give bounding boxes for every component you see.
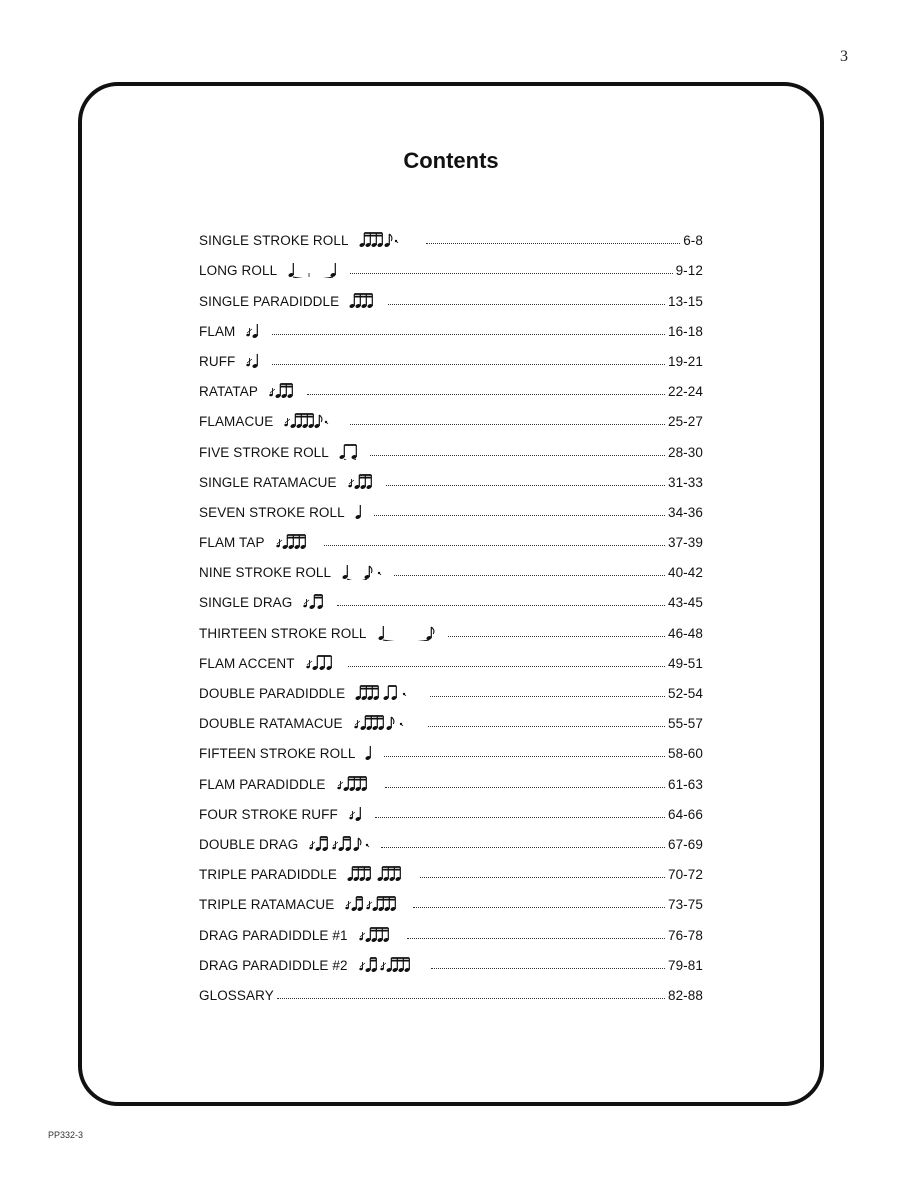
toc-entry-label: TRIPLE RATAMACUE: [199, 897, 335, 913]
toc-entry: [199, 701, 703, 731]
toc-entry-pages: 70-72: [667, 867, 703, 883]
notation-sixteenths-double-icon: [347, 864, 411, 882]
toc-entry-label: RATATAP: [199, 384, 258, 400]
toc-entry-label: THIRTEEN STROKE ROLL: [199, 625, 367, 641]
dot-leader: [448, 635, 665, 637]
notation-single-note-icon: [365, 743, 375, 761]
dot-leader: [413, 906, 665, 908]
notation-grace-triplet-icon: [268, 381, 298, 399]
dot-leader: [370, 454, 665, 456]
toc-entry-label: NINE STROKE ROLL: [199, 565, 332, 581]
notation-long-tie-icon: [377, 623, 439, 641]
dot-leader: [384, 755, 665, 757]
toc-entry: [199, 218, 703, 248]
notation-drag-pair-rest-icon: [308, 834, 372, 852]
toc-entry-pages: 37-39: [667, 535, 703, 551]
dot-leader: [420, 876, 665, 878]
dot-leader: [350, 272, 672, 274]
dot-leader: [350, 423, 665, 425]
toc-entry: [199, 339, 703, 369]
toc-entry: [199, 520, 703, 550]
toc-entry-pages: 76-78: [667, 927, 703, 943]
toc-entry-pages: 22-24: [667, 384, 703, 400]
toc-entry-pages: 55-57: [667, 716, 703, 732]
toc-entry: [199, 399, 703, 429]
dot-leader: [394, 574, 665, 576]
dot-leader: [374, 514, 665, 516]
notation-sixteenths-icon: [349, 291, 379, 309]
notation-tie-icon: [287, 260, 341, 278]
toc-entry: [199, 792, 703, 822]
toc-entry-pages: 28-30: [667, 444, 703, 460]
toc-entry: [199, 671, 703, 701]
toc-entry-label: DOUBLE RATAMACUE: [199, 716, 343, 732]
dot-leader: [430, 695, 665, 697]
notation-flam-sixteenths-icon: [275, 532, 315, 550]
toc-entry: [199, 761, 703, 791]
dot-leader: [386, 484, 665, 486]
toc-entry: [199, 550, 703, 580]
toc-entry: [199, 369, 703, 399]
toc-entry-label: DOUBLE DRAG: [199, 836, 299, 852]
toc-entry-pages: 16-18: [667, 323, 703, 339]
dot-leader: [272, 363, 665, 365]
dot-leader: [307, 393, 665, 395]
notation-drag-sixteenths-double-icon: [358, 955, 422, 973]
toc-entry: [199, 912, 703, 942]
table-of-contents: [199, 218, 703, 1003]
toc-entry-label: FOUR STROKE RUFF: [199, 806, 338, 822]
toc-entry-pages: 49-51: [667, 655, 703, 671]
toc-entry-pages: 67-69: [667, 836, 703, 852]
toc-entry: [199, 278, 703, 308]
toc-entry-pages: 43-45: [667, 595, 703, 611]
notation-drag-sixteenths-icon: [358, 925, 398, 943]
dot-leader: [277, 997, 665, 999]
toc-entry-label: FLAMACUE: [199, 414, 274, 430]
toc-entry: [199, 309, 703, 339]
toc-entry-label: SEVEN STROKE ROLL: [199, 504, 345, 520]
dot-leader: [388, 303, 665, 305]
dot-leader: [348, 665, 665, 667]
toc-entry-pages: 64-66: [667, 806, 703, 822]
notation-flam-sixteenths-icon: [336, 774, 376, 792]
toc-entry-label: FLAM TAP: [199, 535, 265, 551]
toc-entry: [199, 610, 703, 640]
toc-entry-pages: 79-81: [667, 957, 703, 973]
page-title: Contents: [403, 148, 499, 173]
toc-entry: [199, 852, 703, 882]
notation-flam-triplet-icon: [305, 653, 339, 671]
notation-tie-eighth-rest-icon: [341, 562, 385, 580]
dot-leader: [381, 846, 665, 848]
toc-entry-label: LONG ROLL: [199, 263, 278, 279]
toc-entry-pages: 13-15: [667, 293, 703, 309]
toc-entry-pages: 61-63: [667, 776, 703, 792]
toc-entry-pages: 6-8: [683, 233, 703, 249]
notation-flam-sixteenths-rest-icon: [283, 411, 341, 429]
toc-entry-pages: 25-27: [667, 414, 703, 430]
notation-flam-icon: [245, 321, 263, 339]
notation-ruff-icon: [348, 804, 366, 822]
toc-entry-pages: 34-36: [667, 504, 703, 520]
dot-leader: [428, 725, 665, 727]
toc-entry-label: GLOSSARY: [199, 987, 274, 1003]
dot-leader: [431, 967, 665, 969]
dot-leader: [324, 544, 665, 546]
dot-leader: [426, 242, 681, 244]
notation-grace-sixteenths-rest-icon: [353, 713, 419, 731]
toc-entry-label: SINGLE RATAMACUE: [199, 474, 337, 490]
page-number: 3: [840, 48, 848, 65]
toc-entry-label: RUFF: [199, 353, 236, 369]
toc-entry-pages: 9-12: [675, 263, 703, 279]
toc-entry: [199, 429, 703, 459]
toc-entry: [199, 641, 703, 671]
toc-entry-pages: 40-42: [667, 565, 703, 581]
toc-entry-label: SINGLE PARADIDDLE: [199, 293, 340, 309]
notation-drag-icon: [302, 592, 328, 610]
toc-entry-pages: 31-33: [667, 474, 703, 490]
toc-entry-label: DRAG PARADIDDLE #1: [199, 927, 348, 943]
toc-entry: [199, 490, 703, 520]
dot-leader: [385, 786, 665, 788]
notation-sixteenths-rest-icon: [359, 230, 417, 248]
toc-entry-label: FIVE STROKE ROLL: [199, 444, 329, 460]
toc-entry-label: FLAM PARADIDDLE: [199, 776, 326, 792]
dot-leader: [407, 937, 665, 939]
toc-entry-pages: 73-75: [667, 897, 703, 913]
footer-code: PP332-3: [48, 1130, 84, 1140]
dot-leader: [375, 816, 665, 818]
contents-frame: [78, 82, 824, 1106]
toc-entry-label: DRAG PARADIDDLE #2: [199, 957, 348, 973]
notation-single-note-icon: [355, 502, 365, 520]
toc-entry-pages: 46-48: [667, 625, 703, 641]
notation-sixteenths-pair-rest-icon: [355, 683, 421, 701]
toc-entry: [199, 460, 703, 490]
toc-entry-pages: 58-60: [667, 746, 703, 762]
toc-entry-label: SINGLE STROKE ROLL: [199, 233, 349, 249]
toc-entry-pages: 82-88: [667, 987, 703, 1003]
toc-entry-label: DOUBLE PARADIDDLE: [199, 686, 346, 701]
toc-entry: [199, 822, 703, 852]
toc-entry-label: SINGLE DRAG: [199, 595, 293, 611]
toc-entry-pages: 52-54: [667, 686, 703, 701]
notation-tied-pair-icon: [339, 442, 361, 460]
toc-entry-label: FLAM ACCENT: [199, 655, 295, 671]
dot-leader: [272, 333, 665, 335]
toc-entry: [199, 731, 703, 761]
toc-entry: [199, 580, 703, 610]
toc-entry-label: TRIPLE PARADIDDLE: [199, 867, 337, 883]
notation-ruff-icon: [245, 351, 263, 369]
toc-entry: [199, 973, 703, 1003]
toc-entry: [199, 882, 703, 912]
toc-entry-pages: 19-21: [667, 353, 703, 369]
toc-entry: [199, 248, 703, 278]
notation-grace-sixteenths-icon: [344, 894, 404, 912]
dot-leader: [337, 604, 665, 606]
toc-entry-label: FLAM: [199, 323, 236, 339]
notation-grace-triplet-icon: [347, 472, 377, 490]
toc-entry-label: FIFTEEN STROKE ROLL: [199, 746, 356, 762]
toc-entry: [199, 943, 703, 973]
